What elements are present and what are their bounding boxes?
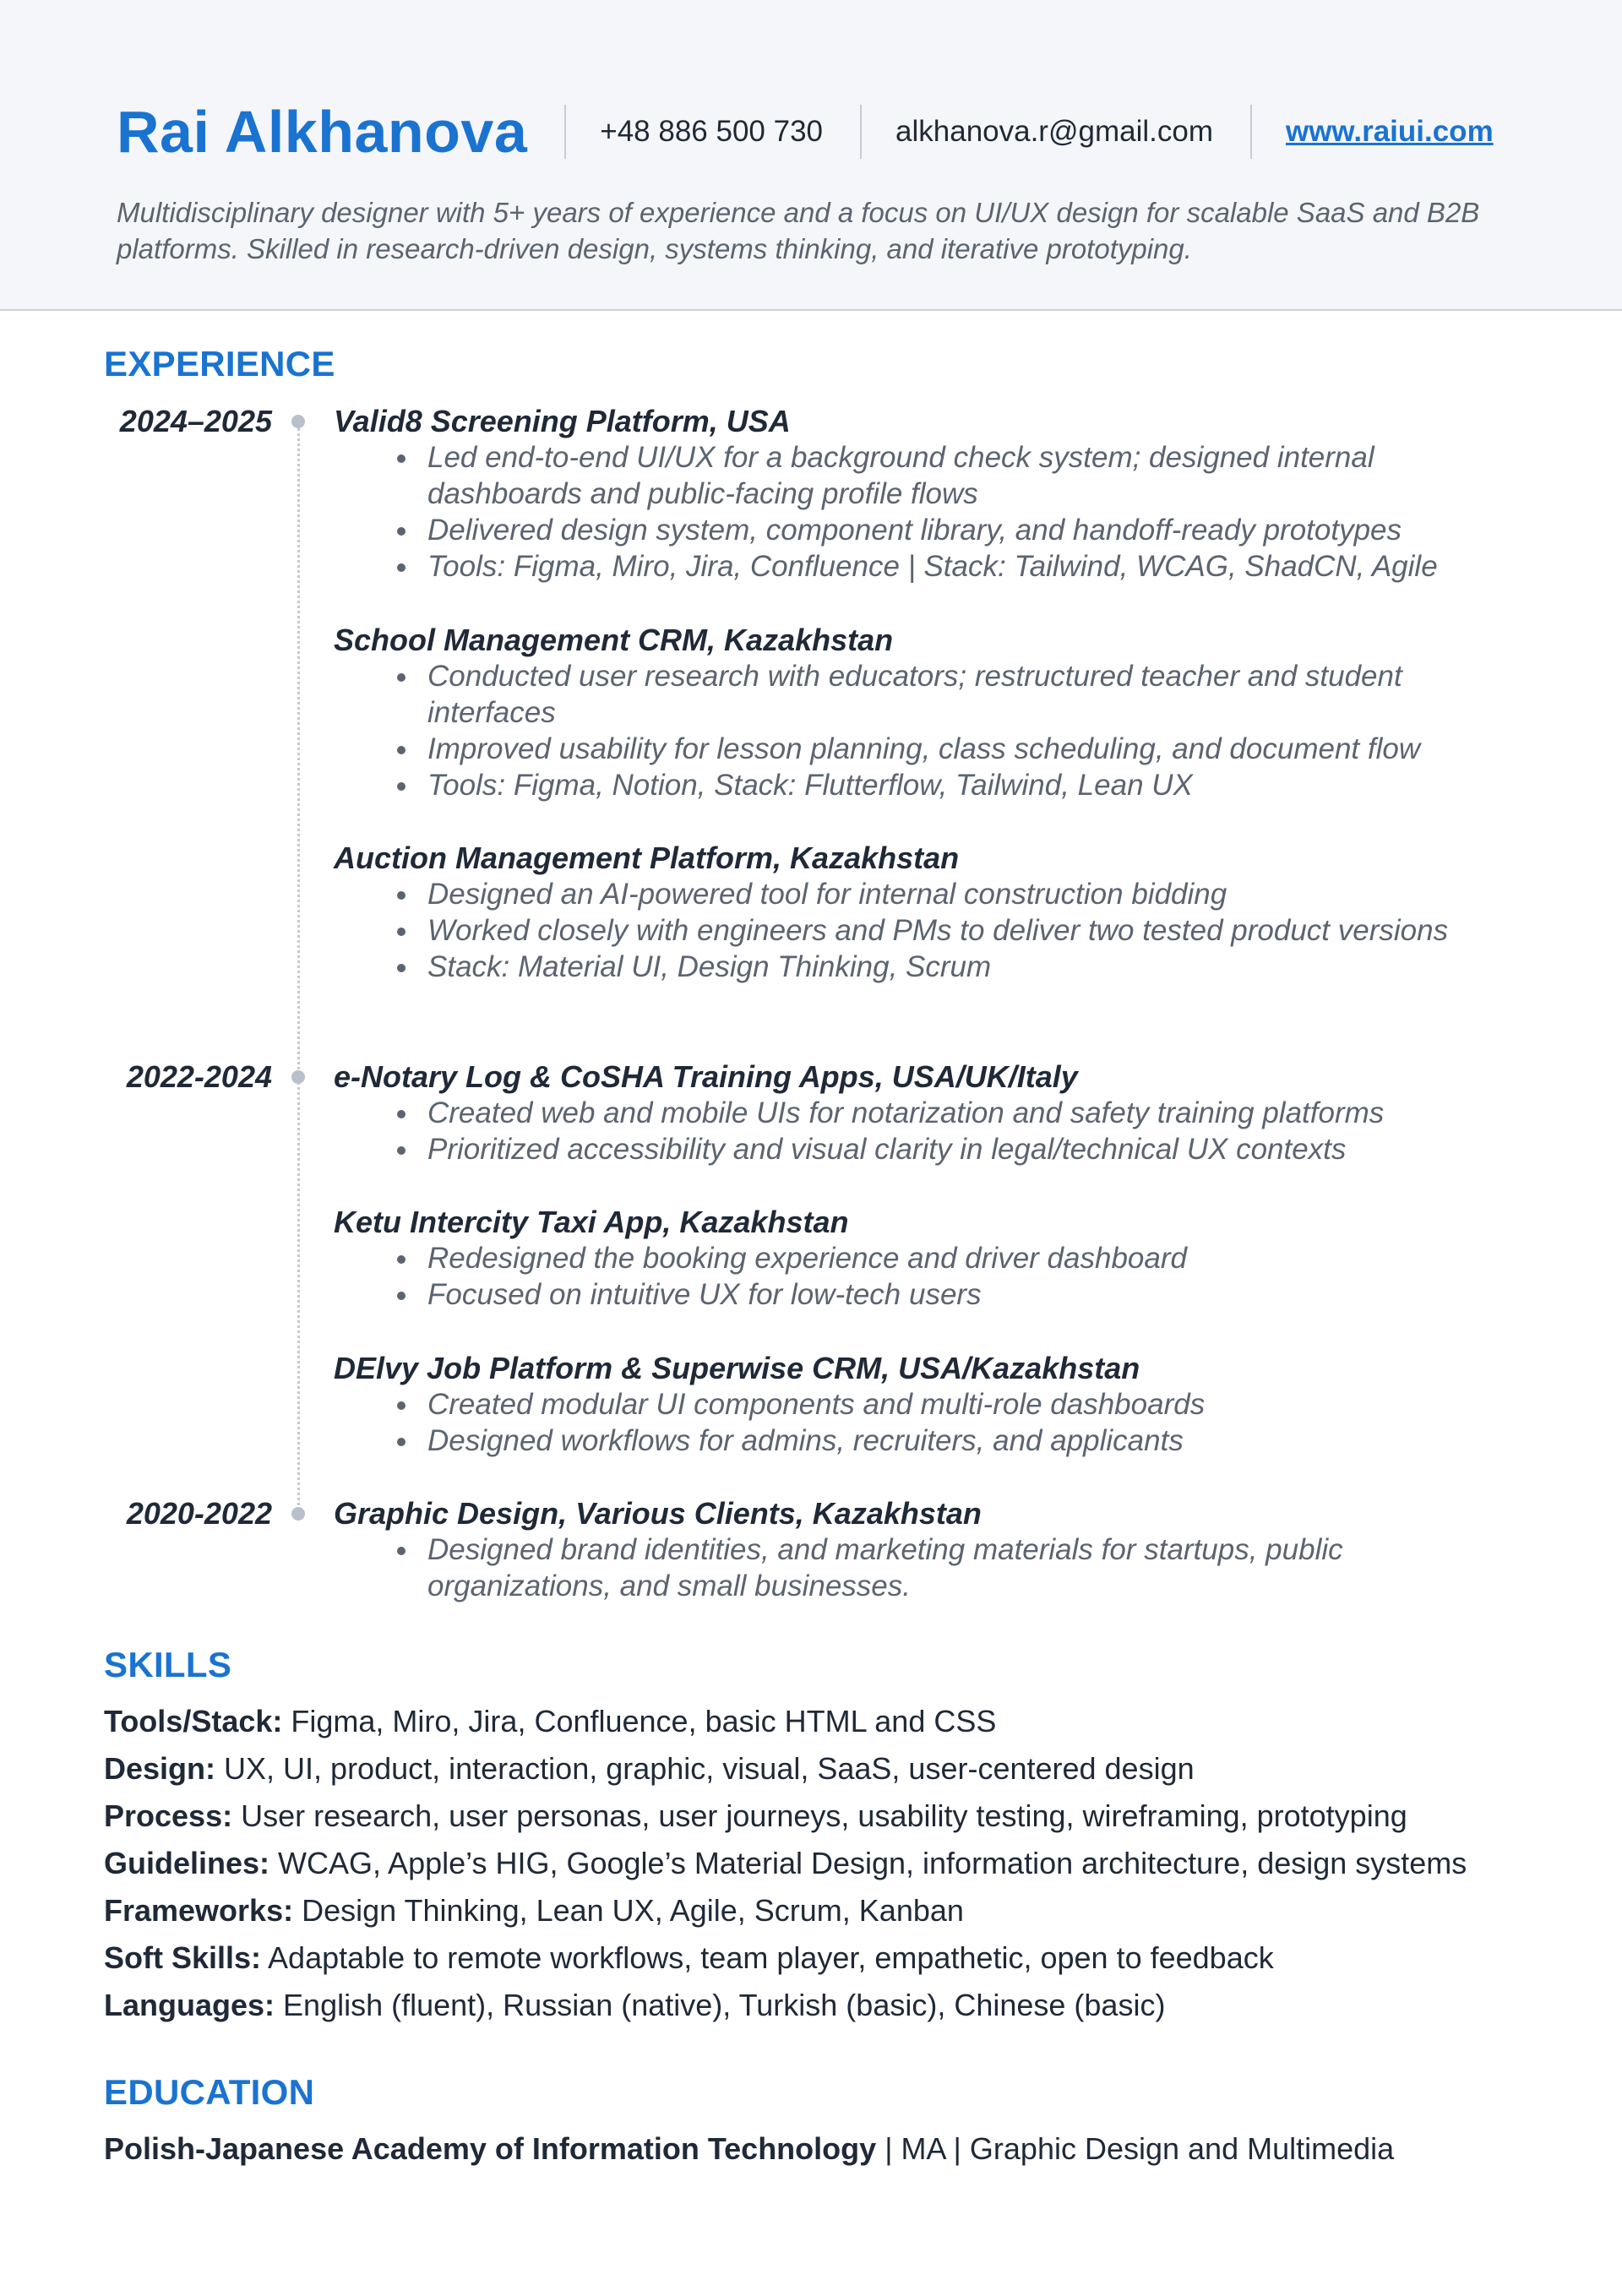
email-address: alkhanova.r@gmail.com bbox=[895, 115, 1213, 148]
skill-row bbox=[104, 1698, 1523, 1745]
skill-label: Design: bbox=[104, 1751, 216, 1786]
job-bullets bbox=[397, 876, 1521, 985]
header-divider bbox=[860, 105, 862, 159]
job-bullet: Prioritized accessibility and visual clarity in legal/technical UX contexts bbox=[397, 1131, 1521, 1167]
skill-value: Design Thinking, Lean UX, Agile, Scrum, Kanban bbox=[302, 1893, 964, 1928]
skill-label: Guidelines: bbox=[104, 1846, 270, 1880]
skill-row bbox=[104, 1745, 1523, 1793]
experience-section bbox=[104, 346, 1523, 382]
job-bullet: Stack: Material UI, Design Thinking, Scrum bbox=[397, 949, 1521, 985]
skills-list bbox=[104, 1698, 1523, 2029]
job-bullet: Designed an AI-powered tool for internal construction bidding bbox=[397, 876, 1521, 912]
timeline-line bbox=[297, 422, 300, 1512]
education-section bbox=[104, 2072, 1523, 2173]
section-title-experience: EXPERIENCE bbox=[104, 344, 335, 384]
skill-label: Process: bbox=[104, 1798, 233, 1833]
skill-row bbox=[104, 1793, 1523, 1840]
job-title: DElvy Job Platform & Superwise CRM, USA/Kazakhstan bbox=[334, 1351, 1140, 1385]
job-date: 2022-2024 bbox=[126, 1059, 272, 1094]
job-bullet: Worked closely with engineers and PMs to deliver two tested product versions bbox=[397, 912, 1521, 949]
skill-row bbox=[104, 1887, 1523, 1934]
job-bullet: Delivered design system, component library, and handoff-ready prototypes bbox=[397, 512, 1521, 548]
job-date: 2024–2025 bbox=[119, 404, 272, 438]
header-row bbox=[117, 91, 1517, 172]
job-bullet: Designed brand identities, and marketing materials for startups, public organizations, and small businesses. bbox=[397, 1532, 1521, 1604]
skill-label: Languages: bbox=[104, 1988, 275, 2022]
job-title: School Management CRM, Kazakhstan bbox=[334, 623, 894, 657]
section-title-education: EDUCATION bbox=[104, 2072, 315, 2112]
skill-value: WCAG, Apple’s HIG, Google’s Material Design, information architecture, design systems bbox=[278, 1846, 1467, 1880]
job-bullets bbox=[397, 1240, 1521, 1313]
job-date: 2020-2022 bbox=[126, 1496, 272, 1531]
job-bullet: Focused on intuitive UX for low-tech users bbox=[397, 1276, 1521, 1313]
timeline-dot bbox=[291, 1507, 305, 1521]
skill-value: Figma, Miro, Jira, Confluence, basic HTML and CSS bbox=[291, 1704, 997, 1738]
job-bullet: Led end-to-end UI/UX for a background check system; designed internal dashboards and public-facing profile flows bbox=[397, 439, 1521, 512]
job-bullet: Created web and mobile UIs for notarization and safety training platforms bbox=[397, 1095, 1521, 1131]
website-link[interactable]: www.raiui.com bbox=[1285, 115, 1494, 148]
job-bullet: Designed workflows for admins, recruiters, and applicants bbox=[397, 1423, 1521, 1459]
skill-row bbox=[104, 1934, 1523, 1982]
skill-value: User research, user personas, user journeys, usability testing, wireframing, prototyping bbox=[241, 1798, 1407, 1833]
education-entry bbox=[104, 2125, 1523, 2173]
candidate-name: Rai Alkhanova bbox=[117, 99, 528, 165]
job-bullets bbox=[397, 1386, 1521, 1459]
job-bullets bbox=[397, 1532, 1521, 1604]
skill-value: UX, UI, product, interaction, graphic, visual, SaaS, user-centered design bbox=[224, 1751, 1195, 1786]
skill-value: Adaptable to remote workflows, team player, empathetic, open to feedback bbox=[268, 1940, 1274, 1975]
job-title: Valid8 Screening Platform, USA bbox=[334, 404, 791, 438]
skill-label: Soft Skills: bbox=[104, 1940, 262, 1975]
job-bullet: Tools: Figma, Notion, Stack: Flutterflow, Tailwind, Lean UX bbox=[397, 767, 1521, 803]
job-bullets bbox=[397, 439, 1521, 585]
job-title: Graphic Design, Various Clients, Kazakhstan bbox=[334, 1496, 982, 1531]
profile-summary: Multidisciplinary designer with 5+ years of experience and a focus on UI/UX design for scalable SaaS and B2B platforms. Skilled in research-driven design, systems thinking, and iterative prototyping. bbox=[117, 197, 1480, 264]
skill-value: English (fluent), Russian (native), Turkish (basic), Chinese (basic) bbox=[283, 1988, 1166, 2022]
section-title-skills: SKILLS bbox=[104, 1645, 232, 1684]
header-divider bbox=[564, 105, 566, 159]
job-bullet: Improved usability for lesson planning, class scheduling, and document flow bbox=[397, 731, 1521, 767]
job-bullet: Created modular UI components and multi-role dashboards bbox=[397, 1386, 1521, 1423]
job-title: e-Notary Log & CoSHA Training Apps, USA/UK/Italy bbox=[334, 1059, 1078, 1094]
job-bullet: Conducted user research with educators; restructured teacher and student interfaces bbox=[397, 658, 1521, 731]
job-bullet: Tools: Figma, Miro, Jira, Confluence | Stack: Tailwind, WCAG, ShadCN, Agile bbox=[397, 548, 1521, 585]
job-bullets bbox=[397, 1095, 1521, 1167]
skill-row bbox=[104, 1840, 1523, 1887]
skill-label: Tools/Stack: bbox=[104, 1704, 283, 1738]
skill-row bbox=[104, 1982, 1523, 2029]
job-bullet: Redesigned the booking experience and driver dashboard bbox=[397, 1240, 1521, 1276]
skills-section bbox=[104, 1647, 1523, 2029]
skill-label: Frameworks: bbox=[104, 1893, 294, 1928]
job-title: Ketu Intercity Taxi App, Kazakhstan bbox=[334, 1205, 849, 1239]
education-school: Polish-Japanese Academy of Information Technology bbox=[104, 2131, 877, 2166]
resume-header bbox=[0, 0, 1622, 311]
job-title: Auction Management Platform, Kazakhstan bbox=[334, 841, 960, 875]
timeline-dot bbox=[291, 415, 305, 428]
job-bullets bbox=[397, 658, 1521, 803]
timeline-dot bbox=[291, 1070, 305, 1084]
education-details: | MA | Graphic Design and Multimedia bbox=[884, 2131, 1395, 2166]
header-divider bbox=[1250, 105, 1252, 159]
phone-number: +48 886 500 730 bbox=[600, 115, 824, 148]
